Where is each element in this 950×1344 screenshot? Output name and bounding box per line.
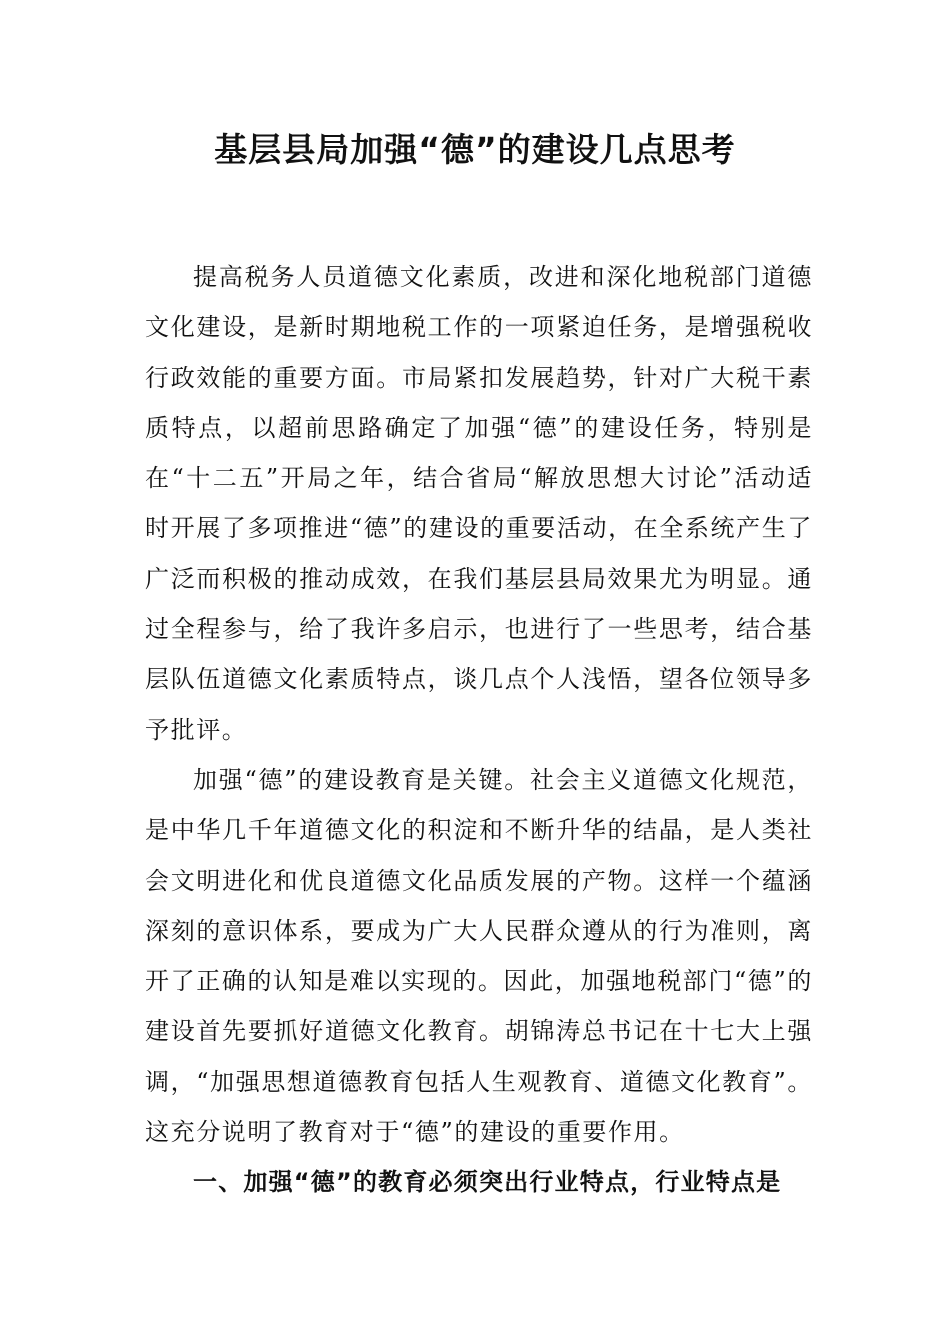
document-body [145, 252, 813, 1208]
paragraph-education: 加强“德”的建设教育是关键。社会主义道德文化规范，是中华几千年道德文化的积淀和不断升华的结晶，是人类社会文明进化和优良道德文化品质发展的产物。这样一个蕴涵深刻的意识体系，要成为广大人民群众遵从的行为准则，离开了正确的认知是难以实现的。因此，加强地税部门“德”的建设首先要抓好道德文化教育。胡锦涛总书记在十七大上强调，“加强思想道德教育包括人生观教育、道德文化教育”。这充分说明了教育对于“德”的建设的重要作用。 [145, 765, 813, 1147]
section-heading-1: 一、加强“德”的教育必须突出行业特点，行业特点是 [193, 1168, 782, 1197]
paragraph-intro: 提高税务人员道德文化素质，改进和深化地税部门道德文化建设，是新时期地税工作的一项紧迫任务，是增强税收行政效能的重要方面。市局紧扣发展趋势，针对广大税干素质特点，以超前思路确定了加强“德”的建设任务，特别是在“十二五”开局之年，结合省局“解放思想大讨论”活动适时开展了多项推进“德”的建设的重要活动，在全系统产生了广泛而积极的推动成效，在我们基层县局效果尤为明显。通过全程参与，给了我许多启示，也进行了一些思考，结合基层队伍道德文化素质特点，谈几点个人浅悟，望各位领导多予批评。 [145, 263, 813, 744]
document-title: 基层县局加强“德”的建设几点思考 [214, 130, 736, 169]
